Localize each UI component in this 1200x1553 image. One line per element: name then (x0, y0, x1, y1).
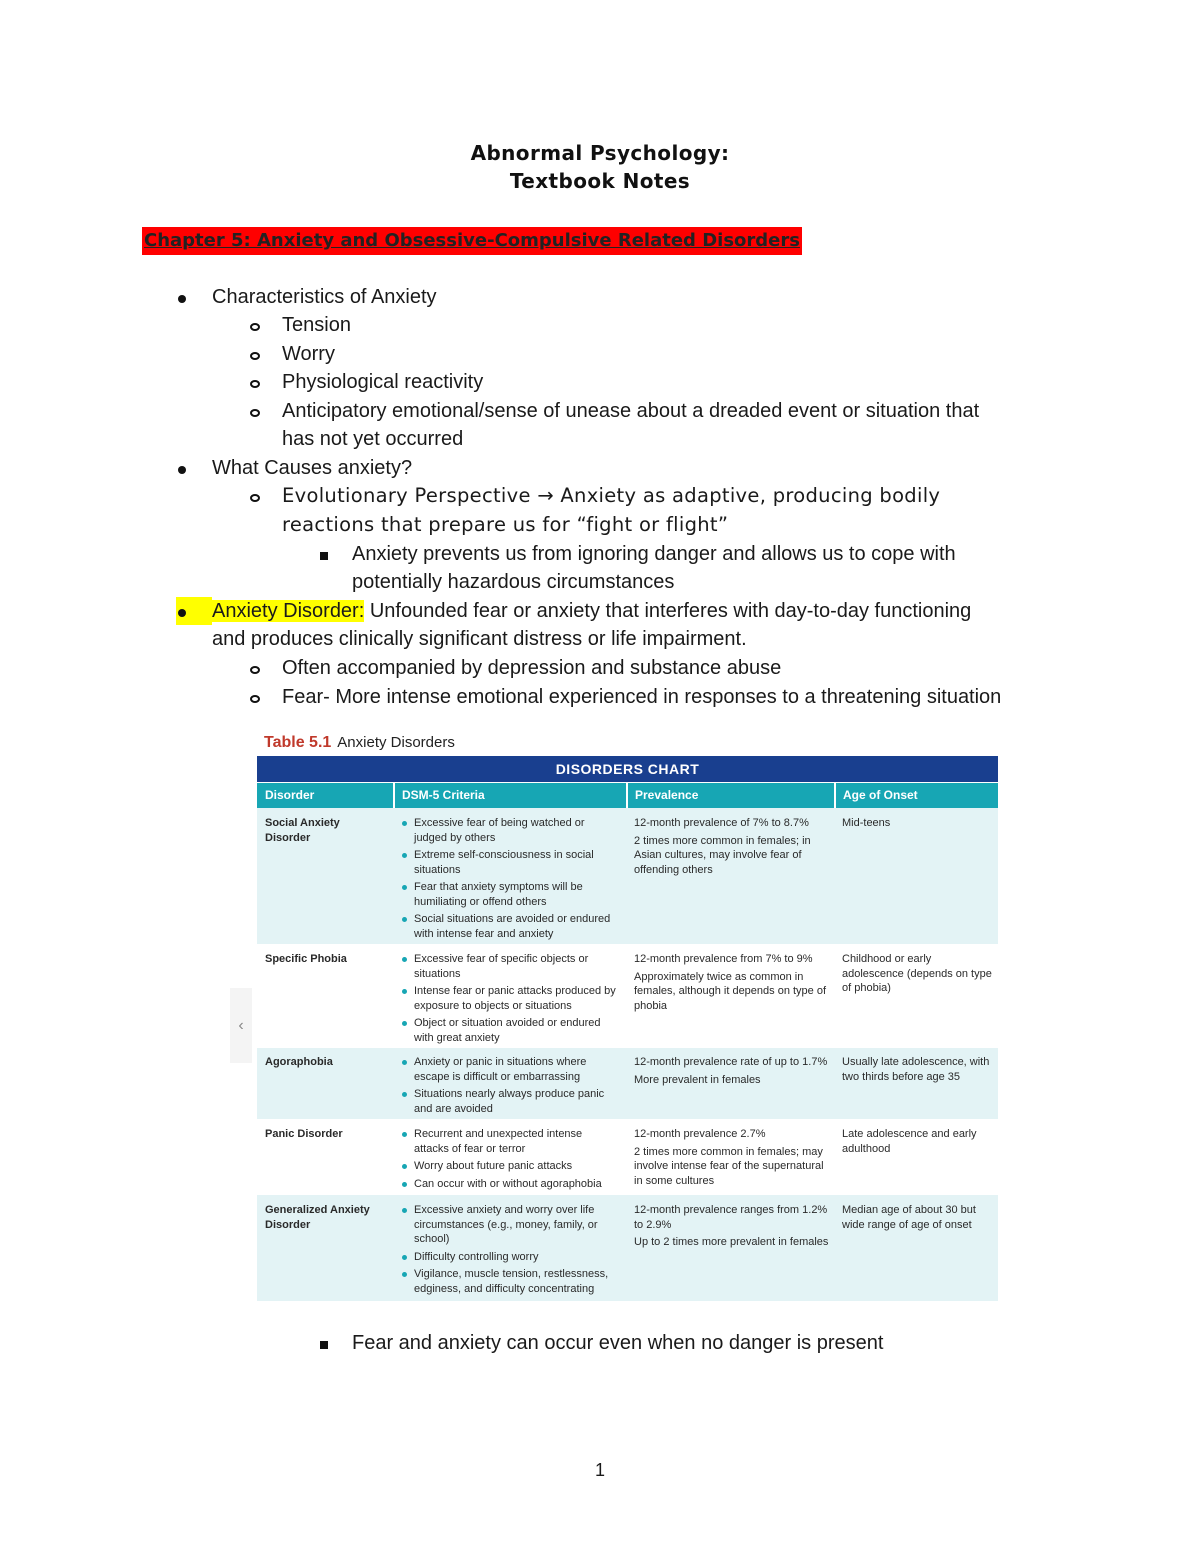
criteria-item: Situations nearly always produce panic and are avoided (400, 1087, 618, 1116)
onset-cell: Mid-teens (842, 817, 891, 829)
circle-bullet-icon (250, 397, 260, 425)
criteria-item: Worry about future panic attacks (400, 1159, 618, 1174)
criteria-item: Anxiety or panic in situations where escape is difficult or embarrassing (400, 1055, 618, 1084)
bullet-causes: What Causes anxiety? (212, 457, 413, 479)
criteria-item: Vigilance, muscle tension, restlessness, edginess, and difficulty concentrating (400, 1267, 618, 1296)
disorder-name: Generalized Anxiety Disorder (265, 1204, 370, 1231)
prevalence-text: 2 times more common in females; may involve intense fear of the supernatural in some cultures (634, 1145, 824, 1187)
prevalence-text: Up to 2 times more prevalent in females (634, 1236, 829, 1248)
circle-bullet-icon (250, 311, 260, 339)
column-header-prevalence: Prevalence (627, 783, 835, 808)
sub-bullet-tension: Tension (282, 314, 351, 336)
criteria-item: Excessive fear of specific objects or situations (400, 952, 618, 981)
bullet-anxiety-disorder-cont: and produces clinically significant distress or life impairment. (212, 628, 747, 650)
square-bullet-icon (320, 540, 328, 568)
page-number: 1 (594, 1460, 605, 1480)
prevalence-cell (634, 1055, 830, 1090)
criteria-item: Excessive fear of being watched or judged by others (400, 816, 618, 845)
criteria-item: Excessive anxiety and worry over life circumstances (e.g., money, family, or school) (400, 1203, 618, 1247)
sub-sub-bullet-danger-cont: potentially hazardous circumstances (352, 571, 675, 593)
onset-cell: Childhood or early adolescence (depends on type of phobia) (842, 953, 992, 994)
circle-bullet-icon (250, 368, 260, 396)
onset-cell: Late adolescence and early adulthood (842, 1128, 977, 1155)
prevalence-text: 12-month prevalence rate of up to 1.7% (634, 1056, 828, 1068)
criteria-item: Extreme self-consciousness in social situations (400, 848, 618, 877)
bullet-icon (178, 454, 186, 482)
sub-bullet-evolutionary-cont: reactions that prepare us for “fight or flight” (282, 513, 729, 536)
document-title: Abnormal Psychology: (470, 141, 730, 165)
prevalence-text: 12-month prevalence 2.7% (634, 1128, 766, 1140)
circle-bullet-icon (250, 482, 260, 510)
prevalence-text: 12-month prevalence ranges from 1.2% to 2.9% (634, 1204, 828, 1231)
chart-header: DISORDERS CHART (257, 756, 998, 782)
sub-bullet-physiological: Physiological reactivity (282, 371, 484, 393)
prevalence-text: 12-month prevalence from 7% to 9% (634, 953, 813, 965)
bullet-icon (176, 597, 212, 625)
criteria-item: Difficulty controlling worry (400, 1250, 618, 1265)
sub-bullet-worry: Worry (282, 343, 335, 365)
document-subtitle: Textbook Notes (509, 169, 691, 193)
criteria-item: Recurrent and unexpected intense attacks of fear or terror (400, 1127, 618, 1156)
disorder-name: Agoraphobia (265, 1056, 333, 1068)
criteria-list (400, 1055, 618, 1119)
criteria-list (400, 952, 618, 1048)
prevalence-cell (634, 1127, 830, 1191)
table-title: Anxiety Disorders (337, 734, 455, 751)
sub-bullet-evolutionary: Evolutionary Perspective → Anxiety as adaptive, producing bodily (282, 484, 941, 507)
prevalence-cell (634, 1203, 830, 1253)
prevalence-cell (634, 816, 830, 880)
highlighted-term: Anxiety Disorder: (212, 600, 365, 622)
sub-bullet-fear: Fear- More intense emotional experienced in responses to a threatening situation (282, 686, 1002, 708)
chapter-heading: Chapter 5: Anxiety and Obsessive-Compulsive Related Disorders (142, 227, 802, 255)
sub-bullet-depression: Often accompanied by depression and substance abuse (282, 657, 782, 679)
prevalence-text: More prevalent in females (634, 1073, 761, 1086)
circle-bullet-icon (250, 654, 260, 682)
bullet-characteristics: Characteristics of Anxiety (212, 286, 437, 308)
column-header-onset: Age of Onset (835, 783, 998, 808)
column-header-disorder: Disorder (257, 783, 394, 808)
criteria-list (400, 1127, 618, 1194)
criteria-item: Fear that anxiety symptoms will be humiliating or offend others (400, 880, 618, 909)
sub-sub-bullet-no-danger: Fear and anxiety can occur even when no danger is present (352, 1332, 884, 1354)
chevron-left-icon[interactable]: ‹ (230, 988, 252, 1063)
criteria-item: Intense fear or panic attacks produced by exposure to objects or situations (400, 984, 618, 1013)
criteria-list (400, 816, 618, 944)
disorder-name: Social Anxiety Disorder (265, 817, 340, 844)
prevalence-text: 12-month prevalence of 7% to 8.7% (634, 817, 809, 829)
criteria-list (400, 1203, 618, 1299)
definition-text: Unfounded fear or anxiety that interferes with day-to-day functioning (364, 600, 972, 622)
circle-bullet-icon (250, 340, 260, 368)
criteria-item: Can occur with or without agoraphobia (400, 1177, 618, 1192)
table-caption (264, 732, 455, 754)
bullet-anxiety-disorder (212, 597, 971, 625)
sub-sub-bullet-danger: Anxiety prevents us from ignoring danger and allows us to cope with (352, 543, 956, 565)
prevalence-text: 2 times more common in females; in Asian cultures, may involve fear of offending others (634, 834, 811, 876)
onset-cell: Usually late adolescence, with two thirds before age 35 (842, 1056, 990, 1083)
sub-bullet-anticipatory: Anticipatory emotional/sense of unease about a dreaded event or situation that (282, 400, 980, 422)
onset-cell: Median age of about 30 but wide range of age of onset (842, 1204, 976, 1231)
sub-bullet-anticipatory-cont: has not yet occurred (282, 428, 464, 450)
criteria-item: Social situations are avoided or endured with intense fear and anxiety (400, 912, 618, 941)
criteria-item: Object or situation avoided or endured with great anxiety (400, 1016, 618, 1045)
column-header-criteria: DSM-5 Criteria (394, 783, 627, 808)
disorder-name: Panic Disorder (265, 1128, 343, 1140)
disorder-name: Specific Phobia (265, 953, 347, 965)
bullet-icon (178, 283, 186, 311)
table-label: Table 5.1 (264, 734, 332, 751)
square-bullet-icon (320, 1329, 328, 1357)
prevalence-cell (634, 952, 830, 1016)
prevalence-text: Approximately twice as common in females, although it depends on type of phobia (634, 970, 827, 1012)
circle-bullet-icon (250, 683, 260, 711)
